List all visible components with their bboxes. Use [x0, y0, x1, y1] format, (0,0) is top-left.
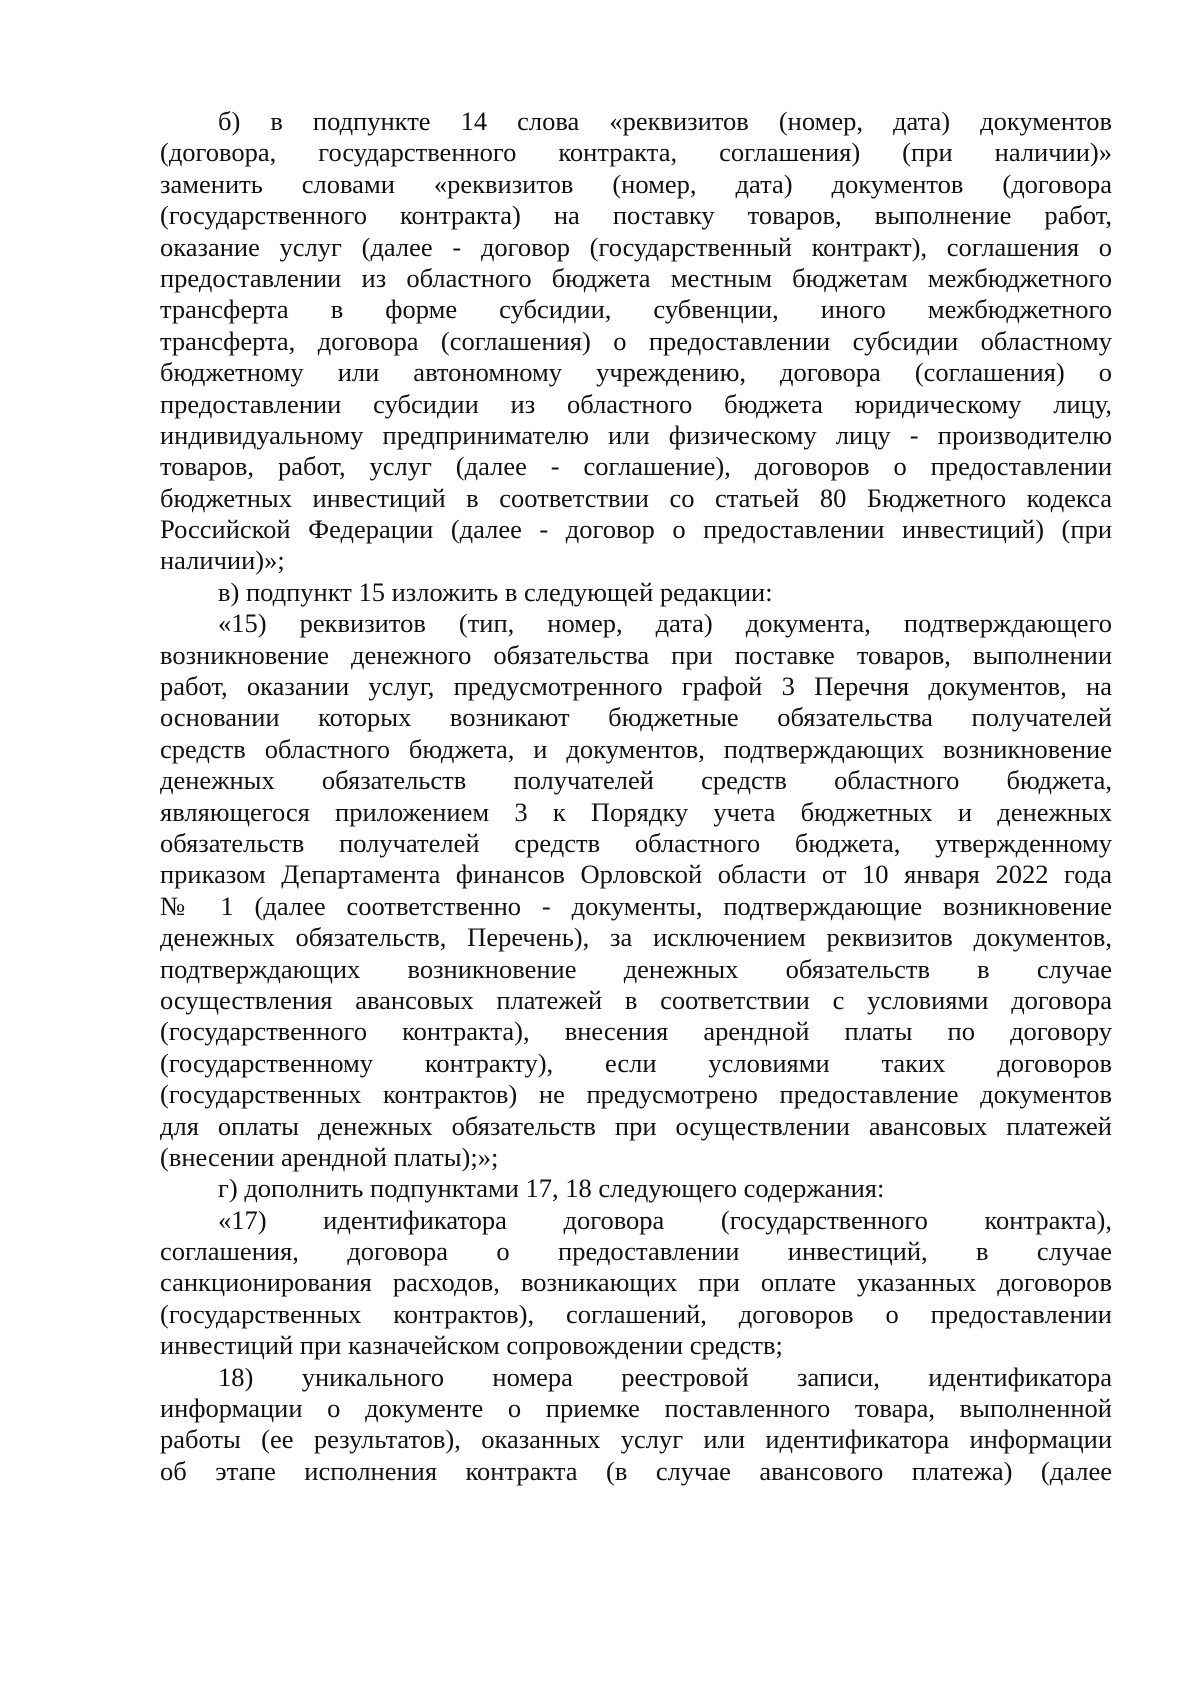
text-line: соглашения, договора о предоставлении инвестиций, в случае — [160, 1236, 1112, 1267]
text-line: приказом Департамента финансов Орловской области от 10 января 2022 года — [160, 859, 1112, 890]
text-line: (внесении арендной платы);»; — [160, 1141, 499, 1172]
text-line: б) в подпункте 14 слова «реквизитов (номер, дата) документов — [218, 106, 1112, 136]
text-line: санкционирования расходов, возникающих при оплате указанных договоров — [160, 1267, 1112, 1298]
text-line: г) дополнить подпунктами 17, 18 следующего содержания: — [218, 1173, 885, 1204]
text-line: № 1 (далее соответственно - документы, подтверждающие возникновение — [160, 890, 1112, 921]
text-line: трансферта в форме субсидии, субвенции, иного межбюджетного — [160, 294, 1112, 325]
text-line: работы (ее результатов), оказанных услуг или идентификатора информации — [160, 1424, 1112, 1455]
text-line: Российской Федерации (далее - договор о предоставлении инвестиций) (при — [160, 514, 1112, 545]
text-line: в) подпункт 15 изложить в следующей редакции: — [218, 576, 773, 607]
text-line: денежных обязательств получателей средств областного бюджета, — [160, 765, 1112, 796]
text-line: трансферта, договора (соглашения) о предоставлении субсидии областному — [160, 325, 1112, 356]
text-line: «15) реквизитов (тип, номер, дата) документа, подтверждающего — [218, 608, 1112, 639]
text-line: (договора, государственного контракта, соглашения) (при наличии)» — [160, 137, 1112, 168]
text-line: обязательств получателей средств областного бюджета, утвержденному — [160, 827, 1112, 858]
text-line: бюджетных инвестиций в соответствии со статьей 80 Бюджетного кодекса — [160, 482, 1112, 513]
text-line: инвестиций при казначейском сопровождении средств; — [160, 1330, 783, 1361]
text-line: основании которых возникают бюджетные обязательства получателей — [160, 702, 1112, 733]
text-line: предоставлении субсидии из областного бюджета юридическому лицу, — [160, 388, 1112, 419]
document-body-text — [160, 106, 1112, 1487]
text-line: являющегося приложением 3 к Порядку учета бюджетных и денежных — [160, 796, 1112, 827]
text-line: бюджетному или автономному учреждению, договора (соглашения) о — [160, 357, 1112, 388]
text-line: наличии)»; — [160, 545, 285, 576]
text-line: (государственного контракта), внесения арендной платы по договору — [160, 1016, 1112, 1047]
text-line: работ, оказании услуг, предусмотренного графой 3 Перечня документов, на — [160, 671, 1112, 702]
text-line: (государственных контрактов), соглашений, договоров о предоставлении — [160, 1298, 1112, 1329]
text-line: подтверждающих возникновение денежных обязательств в случае — [160, 953, 1112, 984]
text-line: об этапе исполнения контракта (в случае авансового платежа) (далее — [160, 1455, 1112, 1486]
text-line: «17) идентификатора договора (государственного контракта), — [218, 1204, 1112, 1235]
text-line: возникновение денежного обязательства при поставке товаров, выполнении — [160, 639, 1112, 670]
text-line: для оплаты денежных обязательств при осуществлении авансовых платежей — [160, 1110, 1112, 1141]
text-line: денежных обязательств, Перечень), за исключением реквизитов документов, — [160, 922, 1112, 953]
text-line: (государственному контракту), если условиями таких договоров — [160, 1047, 1112, 1078]
text-line: оказание услуг (далее - договор (государственный контракт), соглашения о — [160, 231, 1112, 262]
text-line: (государственных контрактов) не предусмотрено предоставление документов — [160, 1079, 1112, 1110]
text-line: индивидуальному предпринимателю или физическому лицу - производителю — [160, 419, 1112, 450]
text-line: товаров, работ, услуг (далее - соглашение), договоров о предоставлении — [160, 451, 1112, 482]
text-line: средств областного бюджета, и документов, подтверждающих возникновение — [160, 733, 1112, 764]
text-line: информации о документе о приемке поставленного товара, выполненной — [160, 1393, 1112, 1424]
text-line: предоставлении из областного бюджета местным бюджетам межбюджетного — [160, 262, 1112, 293]
text-line: 18) уникального номера реестровой записи, идентификатора — [218, 1361, 1112, 1392]
text-line: заменить словами «реквизитов (номер, дата) документов (договора — [160, 168, 1112, 199]
text-line: (государственного контракта) на поставку товаров, выполнение работ, — [160, 200, 1112, 231]
text-line: осуществления авансовых платежей в соответствии с условиями договора — [160, 984, 1112, 1015]
